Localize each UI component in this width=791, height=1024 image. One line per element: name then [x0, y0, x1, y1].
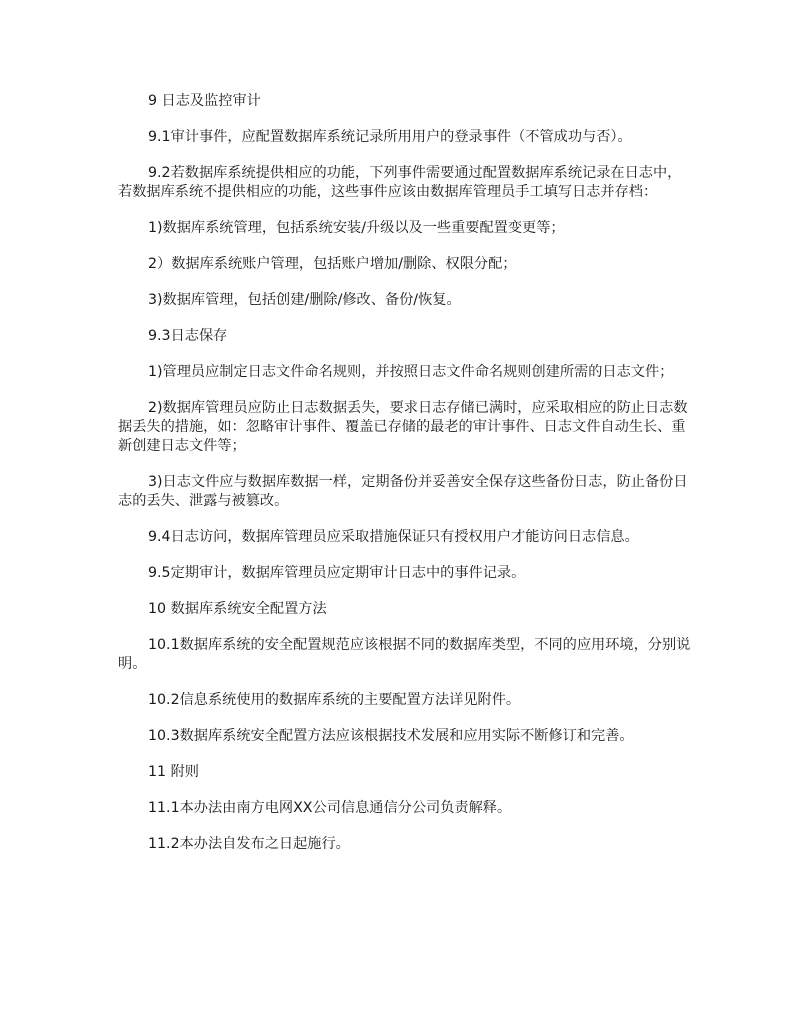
section-heading-11: 11 附则 — [148, 764, 199, 780]
paragraph-11-1: 11.1本办法由南方电网XX公司信息通信分公司负责解释。 — [148, 800, 512, 816]
list-item-log-3: 3)日志文件应与数据库数据一样，定期备份并妥善安全保存这些备份日志，防止备份日志的丢失、泄露与被篡改。 — [118, 474, 688, 509]
paragraph-9-2: 9.2若数据库系统提供相应的功能，下列事件需要通过配置数据库系统记录在日志中，若数据库系统不提供相应的功能，这些事件应该由数据库管理员手工填写日志并存档： — [118, 165, 682, 200]
section-heading-10: 10 数据库系统安全配置方法 — [148, 601, 327, 617]
paragraph-10-2: 10.2信息系统使用的数据库系统的主要配置方法详见附件。 — [148, 692, 521, 708]
paragraph-9-4: 9.4日志访问，数据库管理员应采取措施保证只有授权用户才能访问日志信息。 — [148, 529, 639, 545]
document-body — [118, 92, 693, 854]
list-item-1: 1)数据库系统管理，包括系统安装/升级以及一些重要配置变更等； — [148, 220, 565, 236]
paragraph-10-1: 10.1数据库系统的安全配置规范应该根据不同的数据库类型，不同的应用环境，分别说明。 — [118, 637, 691, 672]
list-item-log-2: 2)数据库管理员应防止日志数据丢失，要求日志存储已满时，应采取相应的防止日志数据丢失的措施，如：忽略审计事件、覆盖已存储的最老的审计事件、日志文件自动生长、重新创建日志文件等； — [118, 400, 688, 454]
paragraph-9-5: 9.5定期审计，数据库管理员应定期审计日志中的事件记录。 — [148, 565, 526, 581]
section-heading-9: 9 日志及监控审计 — [148, 93, 261, 109]
list-item-2: 2）数据库系统账户管理，包括账户增加/删除、权限分配； — [148, 256, 517, 272]
list-item-3: 3)数据库管理，包括创建/删除/修改、备份/恢复。 — [148, 292, 461, 308]
paragraph-11-2: 11.2本办法自发布之日起施行。 — [148, 836, 350, 852]
subheading-9-3: 9.3日志保存 — [148, 328, 228, 344]
paragraph-9-1: 9.1审计事件，应配置数据库系统记录所用用户的登录事件（不管成功与否）。 — [148, 129, 632, 145]
paragraph-10-3: 10.3数据库系统安全配置方法应该根据技术发展和应用实际不断修订和完善。 — [148, 728, 634, 744]
list-item-log-1: 1)管理员应制定日志文件命名规则，并按照日志文件命名规则创建所需的日志文件； — [148, 364, 674, 380]
